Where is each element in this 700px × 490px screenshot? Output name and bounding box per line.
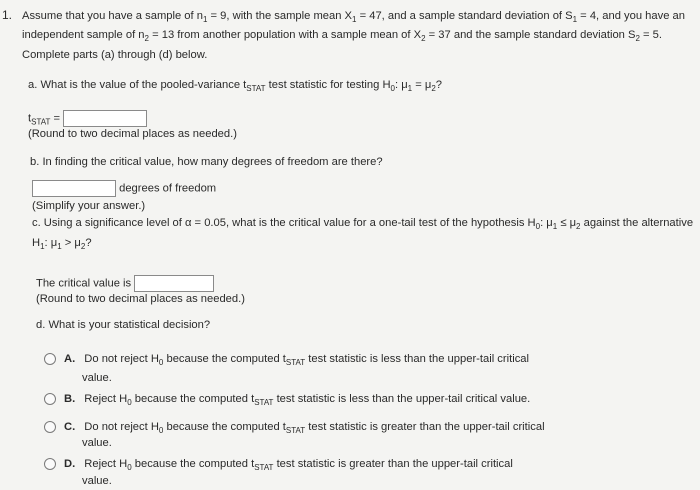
degrees-of-freedom-input[interactable] xyxy=(32,180,116,197)
part-a-hint: (Round to two decimal places as needed.) xyxy=(28,128,237,140)
part-c-question-line-1: c. Using a significance level of α = 0.05, what is the critical value for a one-tail test of the hypothesis $H_0$: $\mu_1 \le \mu_2$ against the alternative xyxy=(32,217,694,231)
intro-line-2: independent sample of $n_2 = 13$ from another population with a sample mean of $X_2 = 37$ and the sample standard deviation $S_2 = 5$. xyxy=(22,29,663,43)
part-d-question: d. What is your statistical decision? xyxy=(36,319,211,331)
option-d-line-2: value. xyxy=(82,475,112,487)
option-d-radio[interactable] xyxy=(44,458,56,470)
option-a-line-2: value. xyxy=(82,372,112,384)
part-b-hint: (Simplify your answer.) xyxy=(32,200,146,212)
part-c-hint: (Round to two decimal places as needed.) xyxy=(36,293,245,305)
option-b-radio[interactable] xyxy=(44,393,56,405)
part-b-question: b. In finding the critical value, how many degrees of freedom are there? xyxy=(30,156,383,168)
option-c-radio[interactable] xyxy=(44,421,56,433)
part-b-answer-row: degrees of freedom xyxy=(32,180,216,197)
tstat-input[interactable] xyxy=(63,110,147,127)
option-c[interactable]: C. Do not reject $H_0$ because the computed $t_{STAT}$ test statistic is greater than the upper-tail critical xyxy=(44,420,545,438)
part-a-answer-row: $t_{STAT}$ = xyxy=(28,110,147,129)
option-b[interactable]: B. Reject $H_0$ because the computed $t_{STAT}$ test statistic is less than the upper-tail critical value. xyxy=(44,392,530,410)
option-a[interactable]: A. Do not reject $H_0$ because the computed $t_{STAT}$ test statistic is less than the upper-tail critical xyxy=(44,352,529,370)
part-a-question: a. What is the value of the pooled-variance $t_{STAT}$ test statistic for testing $H_0$: $\mu_1 = \mu_2$? xyxy=(28,79,443,93)
option-c-line-2: value. xyxy=(82,437,112,449)
intro-line-1: Assume that you have a sample of $n_1 = 9$, with the sample mean $X_1 = 47$, and a sample standard deviation of $S_1 = 4$, and you have an xyxy=(22,10,685,24)
critical-value-input[interactable] xyxy=(134,275,214,292)
tstat-label: t xyxy=(28,112,32,125)
intro-line-3: Complete parts (a) through (d) below. xyxy=(22,49,208,61)
part-c-answer-row: The critical value is xyxy=(36,275,214,292)
question-number: 1. xyxy=(2,8,13,22)
option-a-radio[interactable] xyxy=(44,353,56,365)
option-d[interactable]: D. Reject $H_0$ because the computed $t_{STAT}$ test statistic is greater than the upper-tail critical xyxy=(44,457,513,475)
part-c-question-line-2: $H_1$: $\mu_1 > \mu_2$? xyxy=(32,237,92,251)
